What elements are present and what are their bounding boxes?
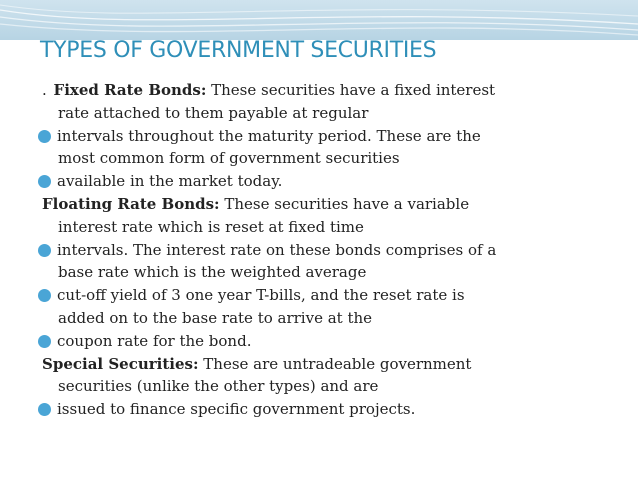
line-text: available in the market today.	[57, 172, 283, 191]
bullet-dot-icon	[38, 244, 51, 257]
bullet-dot-icon	[38, 335, 51, 348]
slide-title: TYPES OF GOVERNMENT SECURITIES	[40, 38, 437, 63]
text-line	[38, 375, 598, 398]
bullet-line	[38, 284, 598, 307]
bullet-dot-icon	[38, 175, 51, 188]
heading-fixed-rate-bonds: Fixed Rate Bonds:	[53, 81, 207, 99]
bullet-line	[38, 330, 598, 353]
line-text: interest rate which is reset at fixed time	[58, 217, 364, 236]
text-line	[38, 79, 598, 102]
text-line	[38, 193, 598, 216]
line-text: base rate which is the weighted average	[58, 263, 367, 282]
bullet-dot-icon	[38, 289, 51, 302]
text-line	[38, 216, 598, 239]
line-text: coupon rate for the bond.	[57, 331, 252, 350]
line-text: cut-off yield of 3 one year T-bills, and the reset rate is	[57, 286, 465, 305]
bullet-dot-icon	[38, 130, 51, 143]
text-line	[38, 353, 598, 376]
text-line	[38, 147, 598, 170]
text-line	[38, 102, 598, 125]
bullet-dot-icon	[38, 403, 51, 416]
line-text: added on to the base rate to arrive at the	[58, 308, 373, 327]
line-text: issued to finance specific government projects.	[57, 400, 416, 419]
line-text: intervals. The interest rate on these bonds comprises of a	[57, 240, 497, 259]
line-text: securities (unlike the other types) and are	[58, 377, 379, 396]
bullet-line	[38, 239, 598, 262]
bullet-line	[38, 170, 598, 193]
bullet-line	[38, 398, 598, 421]
heading-floating-rate-bonds: Floating Rate Bonds:	[42, 194, 220, 213]
line-text: intervals throughout the maturity period. These are the	[57, 126, 481, 145]
heading-special-securities: Special Securities:	[42, 354, 199, 373]
line-text: These securities have a variable	[219, 194, 470, 213]
line-text: most common form of government securities	[58, 149, 400, 168]
line-lead: .	[42, 81, 52, 99]
line-text: rate attached to them payable at regular	[58, 103, 369, 122]
wave-decoration	[0, 0, 638, 40]
header-banner	[0, 0, 638, 40]
text-line	[38, 261, 598, 284]
line-text: These are untradeable government	[198, 354, 472, 373]
text-line	[38, 307, 598, 330]
slide-body	[38, 79, 598, 421]
line-text: These securities have a fixed interest	[206, 81, 496, 99]
bullet-line	[38, 125, 598, 148]
